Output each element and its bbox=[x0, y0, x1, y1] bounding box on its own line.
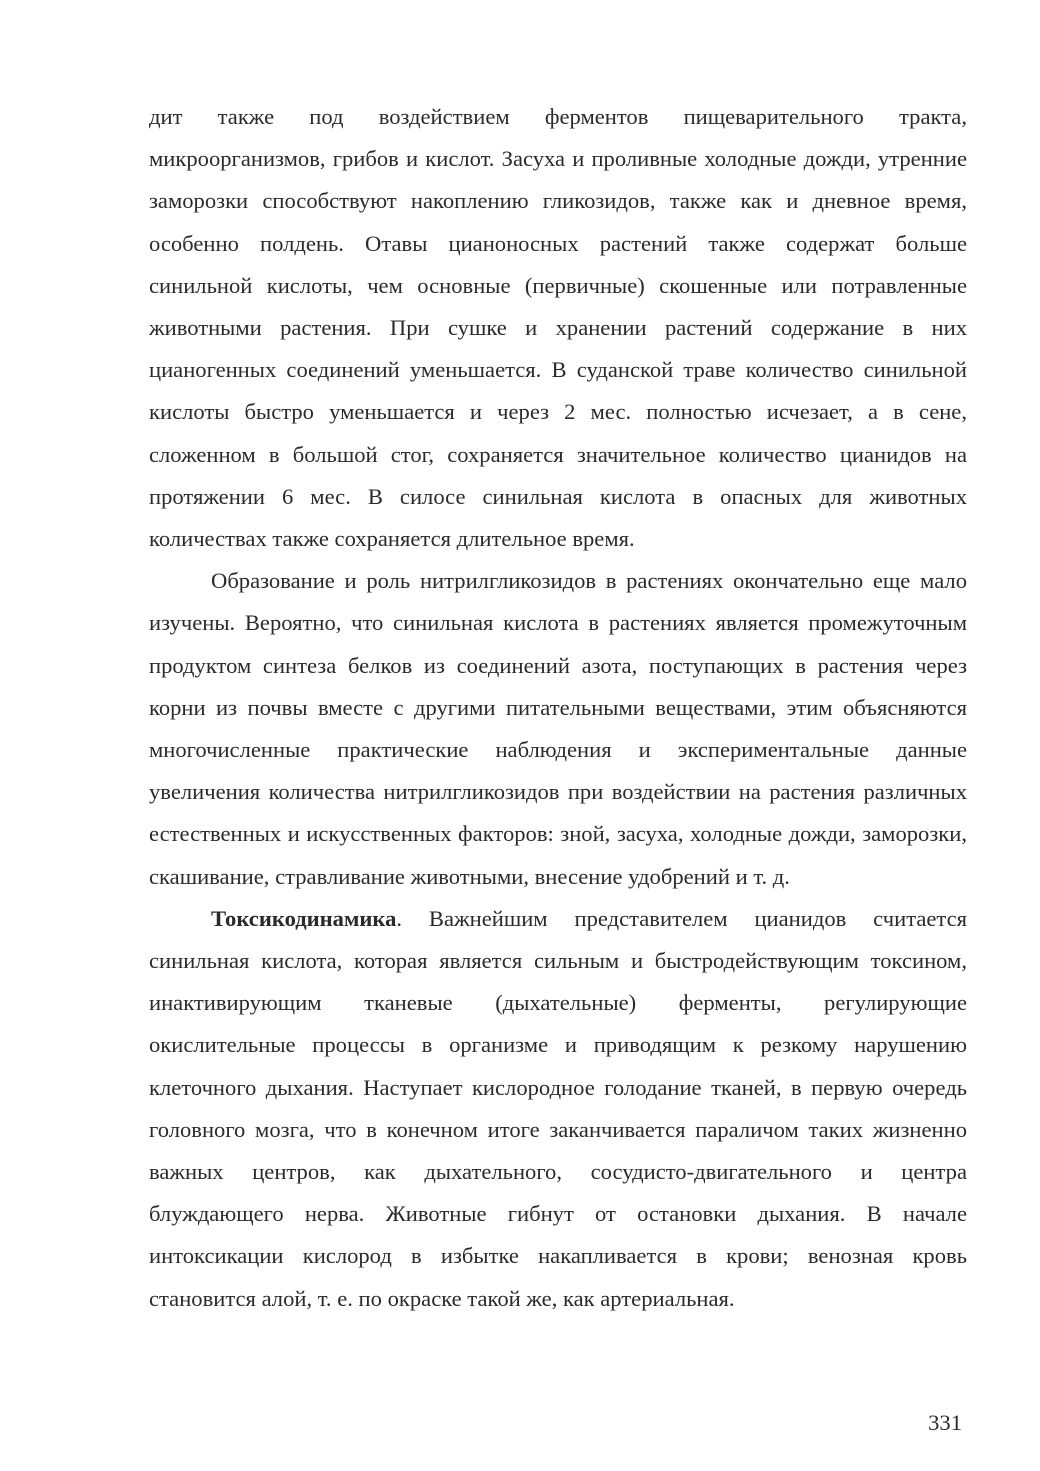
paragraph-3-text: . Важнейшим представителем цианидов считается синильная кислота, которая является сильным и быстродействующим токсином, инактивирующим тканевые (дыхательные) ферменты, регулирующие окислительные процессы в организме и приводящим к резкому нарушению клеточного дыхания. Наступает кислородное голодание тканей, в первую очередь головного мозга, что в конечном итоге заканчивается параличом таких жизненно важных центров, как дыхательного, сосудисто-двигательного и центра блуждающего нерва. Животные гибнут от остановки дыхания. В начале интоксикации кислород в избытке накапливается в крови; венозная кровь становится алой, т. е. по окраске такой же, как артериальная. bbox=[149, 905, 967, 1311]
body-text bbox=[149, 96, 967, 1320]
paragraph-1 bbox=[149, 96, 967, 560]
page-number: 331 bbox=[928, 1410, 962, 1435]
paragraph-3 bbox=[149, 898, 967, 1320]
paragraph-2-text: Образование и роль нитрилгликозидов в растениях окончательно еще мало изучены. Вероятно, что синильная кислота в растениях является промежуточным продуктом синтеза белков из соединений азота, поступающих в растения через корни из почвы вместе с другими питательными веществами, этим объясняются многочисленные практические наблюдения и экспериментальные данные увеличения количества нитрилгликозидов при воздействии на растения различных естественных и искусственных факторов: зной, засуха, холодные дожди, заморозки, скашивание, стравливание животными, внесение удобрений и т. д. bbox=[149, 568, 967, 889]
paragraph-1-text: дит также под воздействием ферментов пищеварительного тракта, микроорганизмов, грибов и кислот. Засуха и проливные холодные дожди, утренние заморозки способствуют накоплению гликозидов, также как и дневное время, особенно полдень. Отавы цианоносных растений также содержат больше синильной кислоты, чем основные (первичные) скошенные или потравленные животными растения. При сушке и хранении растений содержание в них цианогенных соединений уменьшается. В суданской траве количество синильной кислоты быстро уменьшается и через 2 мес. полностью исчезает, а в сене, сложенном в большой стог, сохраняется значительное количество цианидов на протяжении 6 мес. В силосе синильная кислота в опасных для животных количествах также сохраняется длительное время. bbox=[149, 104, 967, 552]
paragraph-2 bbox=[149, 560, 967, 898]
paragraph-3-heading: Токсикодинамика bbox=[211, 905, 397, 931]
